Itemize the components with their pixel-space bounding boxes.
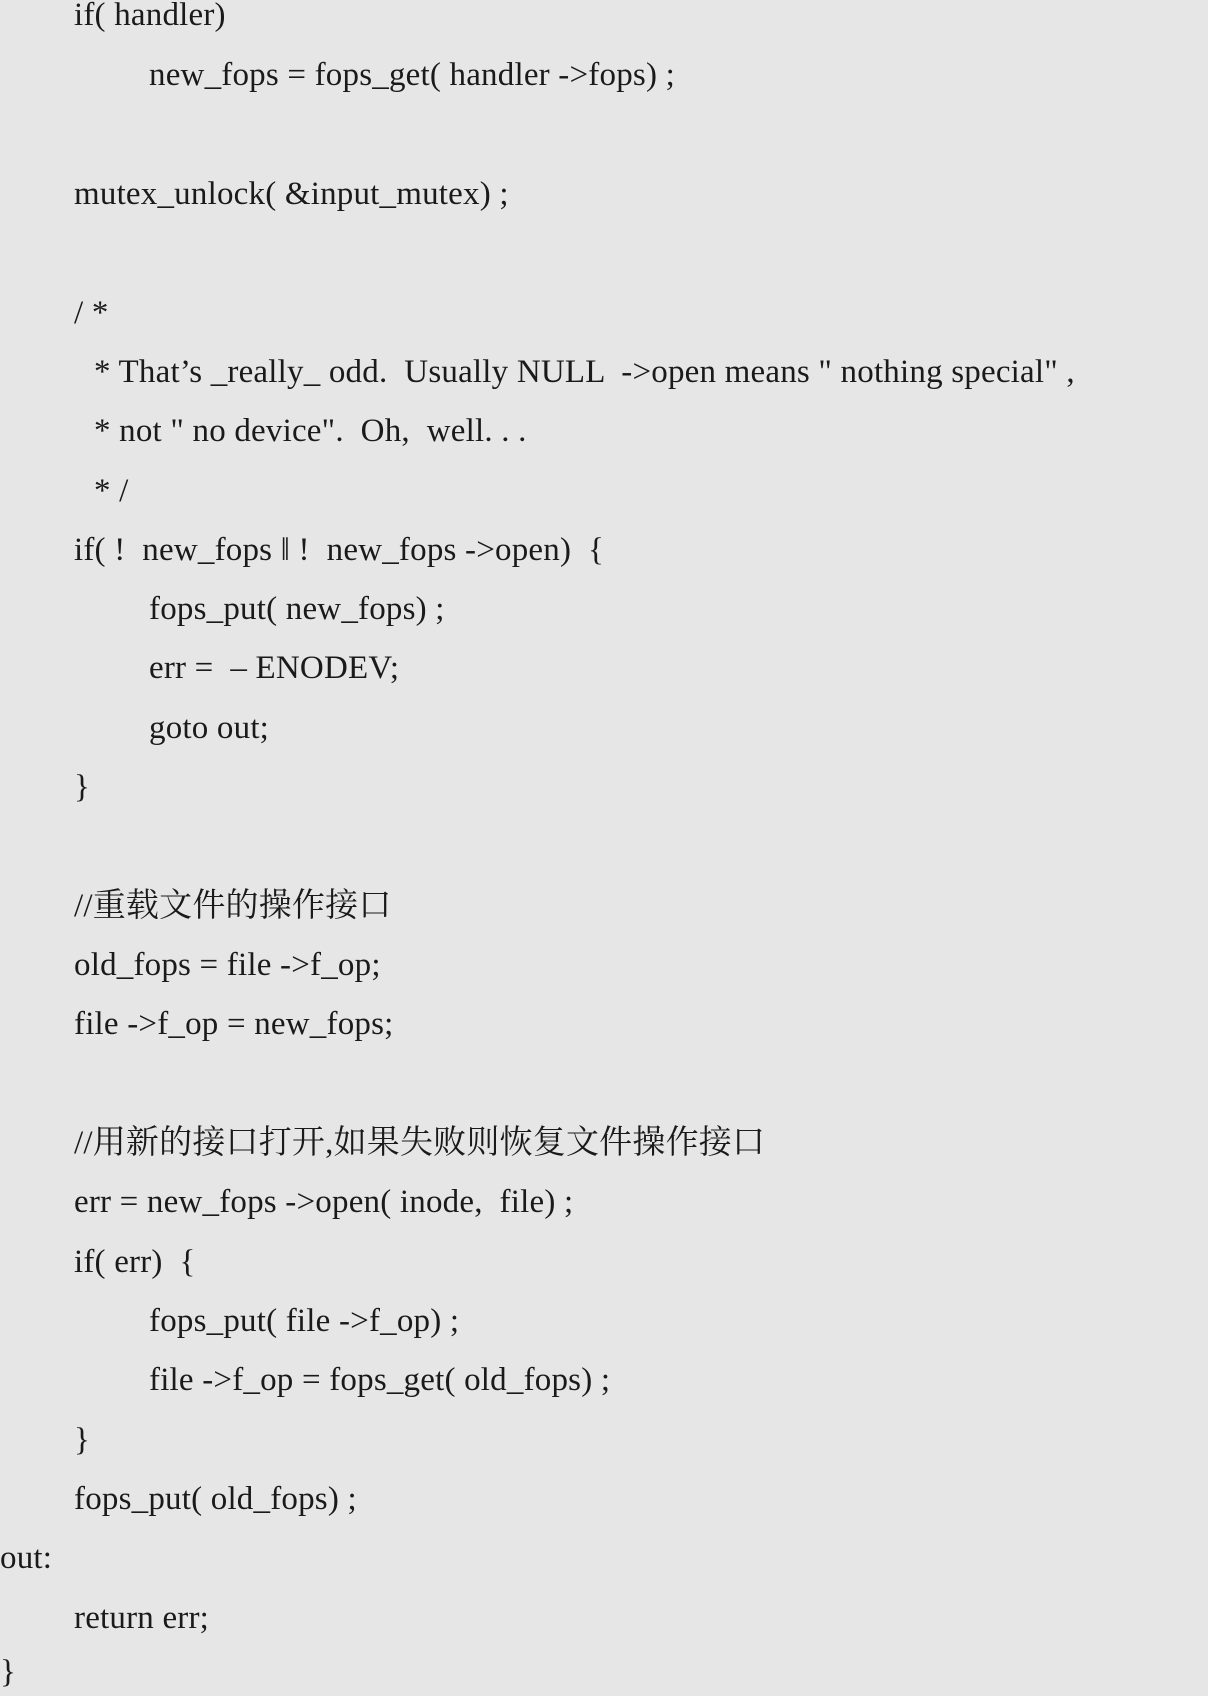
code-line-goto-out: goto out;: [149, 710, 270, 746]
code-line-file-fop-restore: file ->f_op = fops_get( old_fops) ;: [149, 1362, 611, 1398]
code-line-close-brace-fn: }: [0, 1654, 17, 1690]
code-line-if-err: if( err) {: [74, 1244, 196, 1280]
code-line-close-brace-2: }: [74, 1422, 91, 1458]
code-line-return-err: return err;: [74, 1600, 210, 1636]
code-line-new-fops-get: new_fops = fops_get( handler ->fops) ;: [149, 57, 675, 93]
code-line-file-fop-new: file ->f_op = new_fops;: [74, 1006, 394, 1042]
code-line-comment-open: / *: [74, 295, 109, 331]
code-line-err-open: err = new_fops ->open( inode, file) ;: [74, 1184, 574, 1220]
code-line-fops-put-new: fops_put( new_fops) ;: [149, 591, 445, 627]
code-line-fops-put-fop: fops_put( file ->f_op) ;: [149, 1303, 460, 1339]
code-line-comment-2: * not " no device". Oh, well. . .: [94, 413, 527, 449]
code-line-err-enodev: err = – ENODEV;: [149, 650, 400, 686]
code-line-if-handler: if( handler): [74, 0, 226, 33]
code-line-comment-overload: //重载文件的操作接口: [74, 888, 392, 924]
code-line-comment-1: * That’s _really_ odd. Usually NULL ->open means " nothing special" ,: [94, 354, 1075, 390]
code-line-close-brace-1: }: [74, 769, 91, 805]
code-line-mutex-unlock: mutex_unlock( &input_mutex) ;: [74, 176, 509, 212]
code-line-old-fops: old_fops = file ->f_op;: [74, 947, 381, 983]
code-line-fops-put-old: fops_put( old_fops) ;: [74, 1481, 357, 1517]
code-line-comment-reopen: //用新的接口打开,如果失败则恢复文件操作接口: [74, 1125, 766, 1161]
code-line-out-label: out:: [0, 1540, 53, 1576]
code-line-if-no-fops: if( ! new_fops ‖ ! new_fops ->open) {: [74, 532, 605, 568]
code-line-comment-close: * /: [94, 473, 129, 509]
